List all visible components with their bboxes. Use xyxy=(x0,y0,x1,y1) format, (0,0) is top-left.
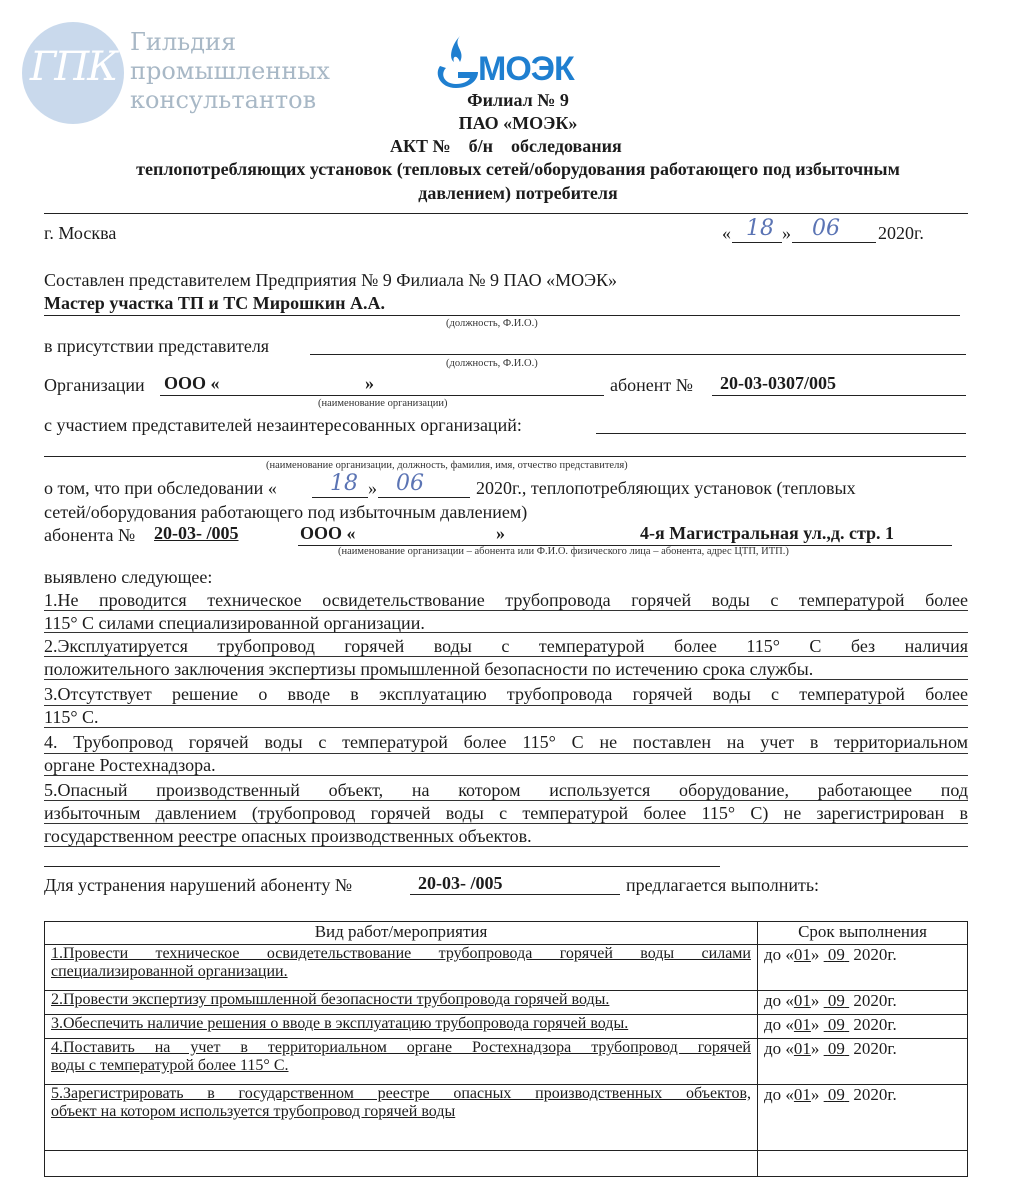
act-date-month: 06 xyxy=(812,216,840,241)
measure-due: до «01» 09 2020г. xyxy=(758,1085,968,1151)
measure-text xyxy=(45,945,758,991)
act-title xyxy=(390,136,622,157)
header-due: Срок выполнения xyxy=(758,922,968,945)
inspection-day: 18 xyxy=(330,471,358,496)
inspection-address: 4-я Магистральная ул.,д. стр. 1 xyxy=(640,523,895,543)
finding-underline xyxy=(44,753,968,754)
finding-line: 5.Опасный производственный объект, на котором используется оборудование, работающее под xyxy=(44,780,968,800)
finding-underline xyxy=(44,846,968,847)
finding-item-2 xyxy=(44,635,968,681)
inspection-prefix: о том, что при обследовании « xyxy=(44,478,277,498)
inspection-subscriber-label: абонента № xyxy=(44,525,136,545)
measures-table xyxy=(44,921,968,1177)
table-row-empty xyxy=(45,1151,968,1177)
header-work: Вид работ/мероприятия xyxy=(45,922,758,945)
measure-line: 1.Провести техническое освидетельствование трубопровода горячей воды силами xyxy=(51,945,751,962)
findings-end-line xyxy=(44,866,720,867)
remedy-subscriber-line xyxy=(410,894,620,895)
finding-underline xyxy=(44,679,968,680)
city: г. Москва xyxy=(44,223,117,243)
remedy-suffix: предлагается выполнить: xyxy=(626,875,820,895)
finding-underline xyxy=(44,705,968,706)
finding-item-1 xyxy=(44,589,968,635)
table-row xyxy=(45,1015,968,1039)
table-header-row xyxy=(45,922,968,945)
measure-text xyxy=(45,1015,758,1039)
representative: Мастер участка ТП и ТС Мирошкин А.А. xyxy=(44,293,385,313)
measure-due: до «01» 09 2020г. xyxy=(758,1015,968,1039)
measure-line: 2.Провести экспертизу промышленной безопасности трубопровода горячей воды. xyxy=(51,991,610,1008)
finding-item-3 xyxy=(44,683,968,729)
finding-line: 2.Эксплуатируется трубопровод горячей воды с температурой более 115° С без наличия xyxy=(44,636,968,656)
org-name-close: » xyxy=(365,373,374,393)
inspection-caption: (наименование организации – абонента или Ф.И.О. физического лица – абонента, адрес ЦТП, ИТП.) xyxy=(338,546,789,557)
remedy-prefix: Для устранения нарушений абоненту № xyxy=(44,875,353,895)
measure-line: 3.Обеспечить наличие решения о вводе в эксплуатацию трубопровода горячей воды. xyxy=(51,1015,629,1032)
watermark-line: консультантов xyxy=(130,86,317,114)
composed-line: Составлен представителем Предприятия № 9 Филиала № 9 ПАО «МОЭК» xyxy=(44,270,618,290)
inspection-month: 06 xyxy=(396,471,424,496)
finding-underline xyxy=(44,823,968,824)
watermark-line: промышленных xyxy=(130,57,330,85)
finding-underline xyxy=(44,656,968,657)
measure-line: воды с температурой более 115° С. xyxy=(51,1057,289,1074)
measure-line: 5.Зарегистрировать в государственном реестре опасных производственных объектов, xyxy=(51,1085,751,1102)
finding-line: государственном реестре опасных производственных объектов. xyxy=(44,826,532,846)
act-subtitle-2: давлением) потребителя xyxy=(418,183,618,203)
table-row xyxy=(45,1085,968,1151)
remedy-subscriber-number: 20-03- /005 xyxy=(418,873,503,893)
inspection-month-line xyxy=(378,497,470,498)
table-row xyxy=(45,1039,968,1085)
act-subtitle-1: теплопотребляющих установок (тепловых сетей/оборудования работающего под избыточным xyxy=(136,159,900,179)
finding-line: 1.Не проводится техническое освидетельствование трубопровода горячей воды с температурой более xyxy=(44,590,968,610)
finding-line: органе Ростехнадзора. xyxy=(44,755,216,775)
moek-logo xyxy=(430,32,590,92)
subscriber-number: 20-03-0307/005 xyxy=(720,373,836,393)
finding-underline xyxy=(44,610,968,611)
org-caption: (наименование организации) xyxy=(318,398,448,409)
finding-line: 115° С силами специализированной организации. xyxy=(44,613,425,633)
measure-due: до «01» 09 2020г. xyxy=(758,945,968,991)
measure-text xyxy=(45,1039,758,1085)
watermark-monogram: ГПК xyxy=(22,22,124,124)
branch-title: Филиал № 9 xyxy=(467,90,569,110)
header-divider xyxy=(44,213,968,214)
inspection-suffix: 2020г., теплопотребляющих установок (тепловых xyxy=(476,478,856,498)
table-row xyxy=(45,991,968,1015)
inspection-org-close: » xyxy=(496,523,505,543)
act-date-month-line xyxy=(792,242,876,243)
finding-line: положительного заключения экспертизы промышленной безопасности по истечению срока службы. xyxy=(44,659,814,679)
third-party-label: с участием представителей незаинтересованных организаций: xyxy=(44,415,522,435)
measure-due: до «01» 09 2020г. xyxy=(758,1039,968,1085)
presence-caption: (должность, Ф.И.О.) xyxy=(446,358,538,369)
representative-caption: (должность, Ф.И.О.) xyxy=(446,318,538,329)
third-party-caption: (наименование организации, должность, фамилия, имя, отчество представителя) xyxy=(266,460,628,471)
act-date-day-line xyxy=(732,242,782,243)
inspection-mid: » xyxy=(368,478,377,498)
act-date-day: 18 xyxy=(746,216,774,241)
table-row xyxy=(45,945,968,991)
measure-due-empty xyxy=(758,1151,968,1177)
measure-line: специализированной организации. xyxy=(51,963,288,980)
measure-line: 4.Поставить на учет в территориальном органе Ростехнадзора трубопровод горячей xyxy=(51,1039,751,1056)
act-number: б/н xyxy=(468,136,494,156)
company-title: ПАО «МОЭК» xyxy=(458,113,578,133)
measure-text xyxy=(45,1085,758,1151)
measure-text-empty xyxy=(45,1151,758,1177)
finding-underline xyxy=(44,775,968,776)
measure-line: объект на котором используется трубопровод горячей воды xyxy=(51,1103,456,1120)
act-subject: обследования xyxy=(511,136,622,156)
presence-line xyxy=(310,354,966,355)
org-name-open: ООО « xyxy=(164,373,220,393)
inspection-day-line xyxy=(312,497,368,498)
inspection-org-open: ООО « xyxy=(300,523,356,543)
org-line xyxy=(160,395,604,396)
watermark-line: Гильдия xyxy=(130,28,237,56)
measure-text xyxy=(45,991,758,1015)
finding-line: 4. Трубопровод горячей воды с температурой более 115° С не поставлен на учет в территориальном xyxy=(44,732,968,752)
finding-underline xyxy=(44,632,968,633)
act-label: АКТ № xyxy=(390,136,451,156)
act-date-year: 2020г. xyxy=(878,223,924,243)
representative-line xyxy=(44,315,960,316)
presence-label: в присутствии представителя xyxy=(44,336,270,356)
finding-underline xyxy=(44,800,968,801)
inspection-line-2: сетей/оборудования работающего под избыточным давлением) xyxy=(44,502,528,522)
logo-text: МОЭК xyxy=(478,50,574,88)
finding-line: 3.Отсутствует решение о вводе в эксплуатацию трубопровода горячей воды с температурой более xyxy=(44,684,968,704)
findings-intro: выявлено следующее: xyxy=(44,567,213,587)
org-label: Организации xyxy=(44,375,145,395)
measure-due: до «01» 09 2020г. xyxy=(758,991,968,1015)
inspection-subscriber-number: 20-03- /005 xyxy=(154,523,239,543)
finding-item-5 xyxy=(44,779,968,848)
act-date-mid: » xyxy=(782,223,791,243)
subscriber-label: абонент № xyxy=(610,375,693,395)
third-party-line-1 xyxy=(596,433,966,434)
act-date: « xyxy=(722,223,731,243)
finding-line: избыточным давлением (трубопровод горячей воды с температурой более 115° С) не зарегистрирован в xyxy=(44,803,968,823)
finding-underline xyxy=(44,727,968,728)
finding-item-4 xyxy=(44,731,968,777)
third-party-line-2 xyxy=(44,456,966,457)
subscriber-line xyxy=(712,395,966,396)
finding-line: 115° С. xyxy=(44,707,99,727)
